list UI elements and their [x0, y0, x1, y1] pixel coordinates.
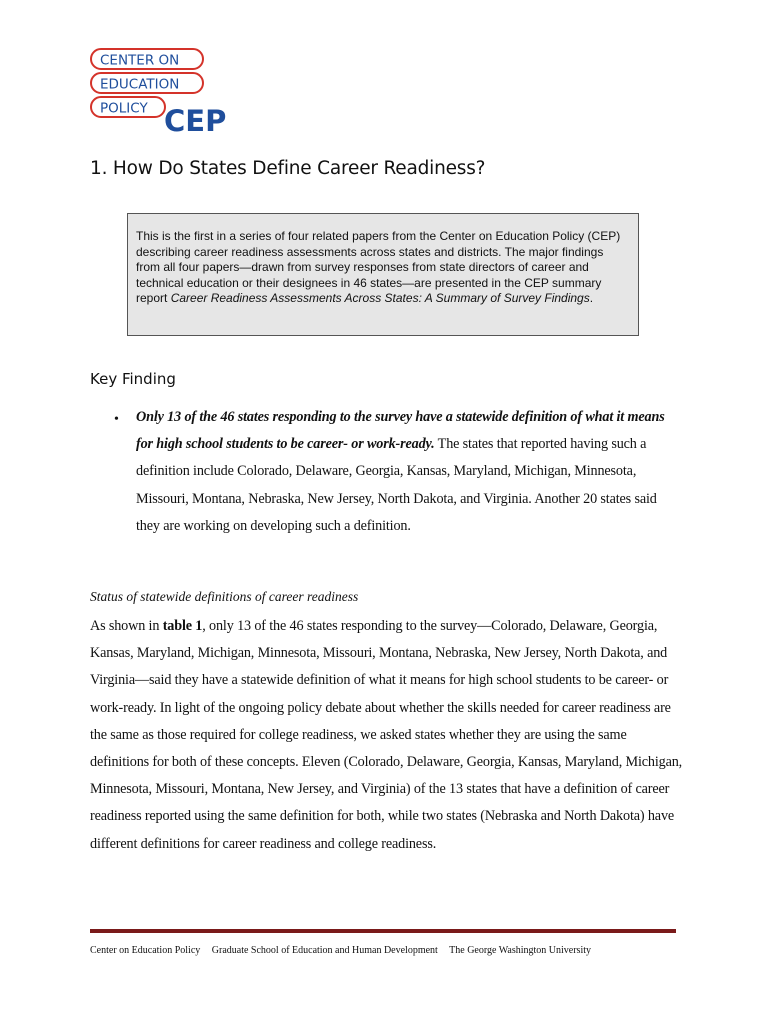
- body-text-start: As shown in: [90, 618, 163, 634]
- footer-school: Graduate School of Education and Human Development: [211, 945, 438, 956]
- key-finding-text: [136, 404, 674, 540]
- cep-logo-graphic: [90, 45, 250, 137]
- cep-logo: [90, 45, 250, 137]
- key-finding-emphasis: Only 13 of the 46 states responding to the survey have a statewide definition of what it means for high school students to be career- or work-ready.: [136, 409, 665, 453]
- intro-report-title: Career Readiness Assessments Across States: A Summary of Survey Findings: [170, 291, 590, 305]
- footer-university: The George Washington University: [449, 945, 591, 956]
- logo-abbr: CEP: [164, 104, 227, 137]
- logo-line-3: POLICY: [100, 100, 148, 117]
- logo-line-1: CENTER ON: [100, 52, 180, 69]
- table-reference: table 1: [162, 618, 203, 634]
- footer-org: Center on Education Policy: [90, 945, 201, 956]
- bullet-icon: •: [114, 412, 119, 427]
- page-footer: [90, 945, 690, 956]
- footer-divider: [90, 929, 676, 933]
- intro-text-end: .: [589, 291, 594, 305]
- key-finding-heading: Key Finding: [90, 370, 176, 388]
- page-title: 1. How Do States Define Career Readiness?: [90, 158, 486, 179]
- intro-text: This is the first in a series of four related papers from the Center on Education Policy (CEP) describing career readiness assessments across states and districts. The major findings from all four papers—drawn from survey responses from state directors of career and technical education or their designees in 46 states—are presented in the CEP summary report: [136, 229, 621, 305]
- section-subheading: Status of statewide definitions of career readiness: [90, 589, 359, 604]
- body-paragraph: [90, 613, 686, 858]
- logo-line-2: EDUCATION: [100, 76, 180, 93]
- key-finding-detail: The states that reported having such a definition include Colorado, Delaware, Georgia, Kansas, Maryland, Michigan, Minnesota, Missouri, Montana, Nebraska, New Jersey, North Dakota, and Virginia. Another 20 states said they are working on developing such a definition.: [136, 436, 657, 534]
- body-text-rest: , only 13 of the 46 states responding to the survey—Colorado, Delaware, Georgia, Kansas, Maryland, Michigan, Minnesota, Missouri, Montana, Nebraska, New Jersey, North Dakota, and Virginia—said they have a statewide definition of what it means for high school students to be career- or work-ready. In light of the ongoing policy debate about whether the skills needed for career readiness are the same as those required for college readiness, we asked states whether they are using the same definitions for both of these concepts. Eleven (Colorado, Delaware, Georgia, Kansas, Maryland, Michigan, Minnesota, Missouri, Montana, New Jersey, and Virginia) of the 13 states that have a definition of career readiness reported using the same definition for both, while two states (Nebraska and North Dakota) have different definitions for career readiness and college readiness.: [90, 618, 683, 852]
- key-finding-item: [114, 404, 674, 540]
- intro-box: [127, 213, 639, 336]
